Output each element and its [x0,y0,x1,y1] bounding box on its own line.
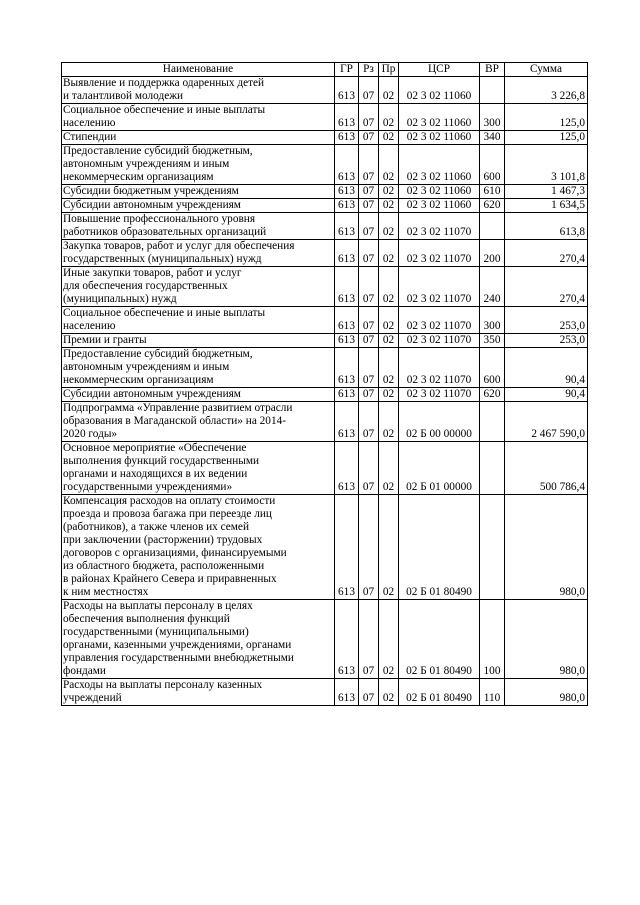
row-name-line: Расходы на выплаты персоналу казенных [63,679,263,691]
row-vr-cell [480,213,505,240]
row-name-cell [62,131,335,145]
table-row [62,600,588,679]
row-name-line: договоров с организациями, финансируемыми [63,547,287,559]
row-name-line: для обеспечения государственных [63,280,228,292]
table-header-row [62,63,588,77]
row-name-line: Социальное обеспечение и иные выплаты [63,104,266,116]
row-sum-cell: 1 634,5 [505,199,588,213]
row-name-cell [62,495,335,600]
table-body [62,77,588,706]
row-vr-cell: 240 [480,267,505,307]
row-name-line: органами и находящихся в их ведении [63,468,248,480]
row-pr-cell: 02 [379,104,399,131]
row-name-cell [62,334,335,348]
row-gr-cell: 613 [335,267,359,307]
row-name-line: Субсидии бюджетным учреждениям [63,185,239,197]
row-vr-cell: 610 [480,185,505,199]
row-gr-cell: 613 [335,131,359,145]
row-vr-cell: 300 [480,307,505,334]
table-row [62,348,588,388]
row-vr-cell [480,402,505,442]
row-csr-cell: 02 3 02 11070 [399,388,480,402]
row-sum-cell: 980,0 [505,679,588,706]
row-pr-cell: 02 [379,240,399,267]
row-rz-cell: 07 [359,131,379,145]
row-csr-cell: 02 3 02 11070 [399,348,480,388]
row-name-line: Предоставление субсидий бюджетным, [63,348,253,360]
budget-table-page [61,62,587,706]
row-name-line: из областного бюджета, расположенными [63,560,265,572]
row-rz-cell: 07 [359,495,379,600]
row-gr-cell: 613 [335,402,359,442]
row-sum-cell: 270,4 [505,267,588,307]
row-name-cell [62,348,335,388]
table-row [62,334,588,348]
table-row [62,145,588,185]
row-pr-cell: 02 [379,213,399,240]
row-csr-cell: 02 Б 01 80490 [399,600,480,679]
row-name-line: и талантливой молодежи [63,90,184,102]
table-row [62,240,588,267]
row-name-line: Компенсация расходов на оплату стоимости [63,495,276,507]
table-row [62,104,588,131]
row-sum-cell: 253,0 [505,307,588,334]
row-sum-cell: 980,0 [505,600,588,679]
row-sum-cell: 90,4 [505,388,588,402]
row-name-cell [62,185,335,199]
table-row [62,495,588,600]
row-name-line: Закупка товаров, работ и услуг для обеспечения [63,240,295,252]
row-name-line: органами, казенными учреждениями, органами [63,639,292,651]
row-name-cell [62,240,335,267]
row-name-line: государственных (муниципальных) нужд [63,253,262,265]
row-name-line: образования в Магаданской области» на 2014- [63,415,287,427]
row-name-line: Предоставление субсидий бюджетным, [63,145,253,157]
row-csr-cell: 02 Б 01 80490 [399,495,480,600]
row-vr-cell: 340 [480,131,505,145]
row-name-line: выполнения функций государственными [63,455,260,467]
row-name-line: автономным учреждениям и иным [63,158,230,170]
row-rz-cell: 07 [359,388,379,402]
row-sum-cell: 2 467 590,0 [505,402,588,442]
row-pr-cell: 02 [379,267,399,307]
row-rz-cell: 07 [359,402,379,442]
row-csr-cell: 02 3 02 11060 [399,145,480,185]
row-sum-cell: 90,4 [505,348,588,388]
row-name-line: Расходы на выплаты персоналу в целях [63,600,253,612]
row-name-line: 2020 годы» [63,428,118,440]
row-name-cell [62,402,335,442]
table-row [62,442,588,495]
row-csr-cell: 02 3 02 11060 [399,104,480,131]
header-rz: Рз [359,63,379,77]
row-name-cell [62,104,335,131]
row-pr-cell: 02 [379,185,399,199]
row-name-line: фондами [63,665,106,677]
row-csr-cell: 02 3 02 11060 [399,131,480,145]
row-rz-cell: 07 [359,77,379,104]
row-rz-cell: 07 [359,600,379,679]
row-gr-cell: 613 [335,104,359,131]
row-pr-cell: 02 [379,77,399,104]
row-name-line: населению [63,117,116,129]
table-row [62,131,588,145]
row-csr-cell: 02 3 02 11070 [399,240,480,267]
row-name-line: государственными учреждениями» [63,481,233,493]
row-pr-cell: 02 [379,679,399,706]
row-sum-cell: 270,4 [505,240,588,267]
row-name-line: при заключении (расторжении) трудовых [63,534,263,546]
row-name-line: некоммерческим организациям [63,374,214,386]
row-csr-cell: 02 3 02 11070 [399,334,480,348]
row-csr-cell: 02 3 02 11070 [399,307,480,334]
row-name-line: некоммерческим организациям [63,171,214,183]
row-name-cell [62,213,335,240]
row-name-line: управления государственными внебюджетными [63,652,294,664]
row-pr-cell: 02 [379,199,399,213]
row-rz-cell: 07 [359,240,379,267]
row-gr-cell: 613 [335,307,359,334]
row-vr-cell [480,442,505,495]
row-pr-cell: 02 [379,348,399,388]
row-pr-cell: 02 [379,495,399,600]
row-sum-cell: 125,0 [505,104,588,131]
row-csr-cell: 02 3 02 11070 [399,213,480,240]
row-pr-cell: 02 [379,442,399,495]
row-csr-cell: 02 3 02 11060 [399,185,480,199]
row-rz-cell: 07 [359,104,379,131]
row-name-line: Стипендии [63,131,117,143]
row-name-line: в районах Крайнего Севера и приравненных [63,573,277,585]
row-name-line: Субсидии автономным учреждениям [63,199,241,211]
row-pr-cell: 02 [379,334,399,348]
row-sum-cell: 3 226,8 [505,77,588,104]
row-name-line: (муниципальных) нужд [63,293,177,305]
row-csr-cell: 02 3 02 11070 [399,267,480,307]
table-row [62,185,588,199]
row-vr-cell: 350 [480,334,505,348]
table-row [62,199,588,213]
table-row [62,307,588,334]
row-gr-cell: 613 [335,495,359,600]
header-sum: Сумма [505,63,588,77]
header-gr: ГР [335,63,359,77]
row-vr-cell: 600 [480,145,505,185]
header-pr: Пр [379,63,399,77]
row-name-cell [62,199,335,213]
row-gr-cell: 613 [335,348,359,388]
row-gr-cell: 613 [335,213,359,240]
row-vr-cell: 300 [480,104,505,131]
row-name-line: к ним местностях [63,586,149,598]
row-csr-cell: 02 Б 01 80490 [399,679,480,706]
row-gr-cell: 613 [335,185,359,199]
table-row [62,77,588,104]
row-pr-cell: 02 [379,145,399,185]
header-csr: ЦСР [399,63,480,77]
row-sum-cell: 613,8 [505,213,588,240]
row-rz-cell: 07 [359,267,379,307]
row-csr-cell: 02 3 02 11060 [399,77,480,104]
row-gr-cell: 613 [335,199,359,213]
row-sum-cell: 1 467,3 [505,185,588,199]
row-name-line: Выявление и поддержка одаренных детей [63,77,265,89]
row-gr-cell: 613 [335,77,359,104]
row-name-cell [62,307,335,334]
budget-table [61,62,588,706]
row-pr-cell: 02 [379,600,399,679]
row-csr-cell: 02 Б 00 00000 [399,402,480,442]
row-name-line: Повышение профессионального уровня [63,213,256,225]
row-sum-cell: 3 101,8 [505,145,588,185]
row-vr-cell [480,495,505,600]
row-vr-cell: 200 [480,240,505,267]
row-name-line: населению [63,320,116,332]
row-pr-cell: 02 [379,402,399,442]
row-name-line: автономным учреждениям и иным [63,361,230,373]
row-vr-cell: 100 [480,600,505,679]
row-csr-cell: 02 3 02 11060 [399,199,480,213]
row-rz-cell: 07 [359,334,379,348]
row-vr-cell: 600 [480,348,505,388]
table-row [62,213,588,240]
row-gr-cell: 613 [335,388,359,402]
row-vr-cell: 620 [480,199,505,213]
table-row [62,388,588,402]
row-name-cell [62,442,335,495]
row-name-line: Премии и гранты [63,334,147,346]
row-pr-cell: 02 [379,131,399,145]
row-name-cell [62,679,335,706]
row-sum-cell: 253,0 [505,334,588,348]
row-gr-cell: 613 [335,442,359,495]
row-rz-cell: 07 [359,679,379,706]
row-name-line: работников образовательных организаций [63,226,267,238]
row-rz-cell: 07 [359,185,379,199]
row-name-line: Иные закупки товаров, работ и услуг [63,267,242,279]
row-csr-cell: 02 Б 01 00000 [399,442,480,495]
row-sum-cell: 980,0 [505,495,588,600]
row-sum-cell: 500 786,4 [505,442,588,495]
row-gr-cell: 613 [335,145,359,185]
row-pr-cell: 02 [379,307,399,334]
row-name-line: учреждений [63,692,122,704]
row-name-cell [62,77,335,104]
row-name-cell [62,600,335,679]
row-name-cell [62,145,335,185]
row-gr-cell: 613 [335,600,359,679]
row-name-line: Подпрограмма «Управление развитием отрасли [63,402,293,414]
table-row [62,267,588,307]
row-name-line: Социальное обеспечение и иные выплаты [63,307,266,319]
row-name-line: (работников), а также членов их семей [63,521,249,533]
header-vr: ВР [480,63,505,77]
row-rz-cell: 07 [359,213,379,240]
row-rz-cell: 07 [359,307,379,334]
row-vr-cell [480,77,505,104]
row-sum-cell: 125,0 [505,131,588,145]
row-rz-cell: 07 [359,348,379,388]
header-name: Наименование [62,63,335,77]
row-vr-cell: 620 [480,388,505,402]
row-gr-cell: 613 [335,334,359,348]
row-name-line: Основное мероприятие «Обеспечение [63,442,247,454]
row-name-cell [62,388,335,402]
table-row [62,402,588,442]
row-gr-cell: 613 [335,240,359,267]
row-name-line: обеспечения выполнения функций [63,613,230,625]
table-row [62,679,588,706]
row-name-line: Субсидии автономным учреждениям [63,388,241,400]
row-pr-cell: 02 [379,388,399,402]
row-rz-cell: 07 [359,199,379,213]
row-rz-cell: 07 [359,442,379,495]
row-name-line: проезда и провоза багажа при переезде лиц [63,508,272,520]
row-vr-cell: 110 [480,679,505,706]
row-gr-cell: 613 [335,679,359,706]
row-rz-cell: 07 [359,145,379,185]
row-name-cell [62,267,335,307]
row-name-line: государственными (муниципальными) [63,626,249,638]
